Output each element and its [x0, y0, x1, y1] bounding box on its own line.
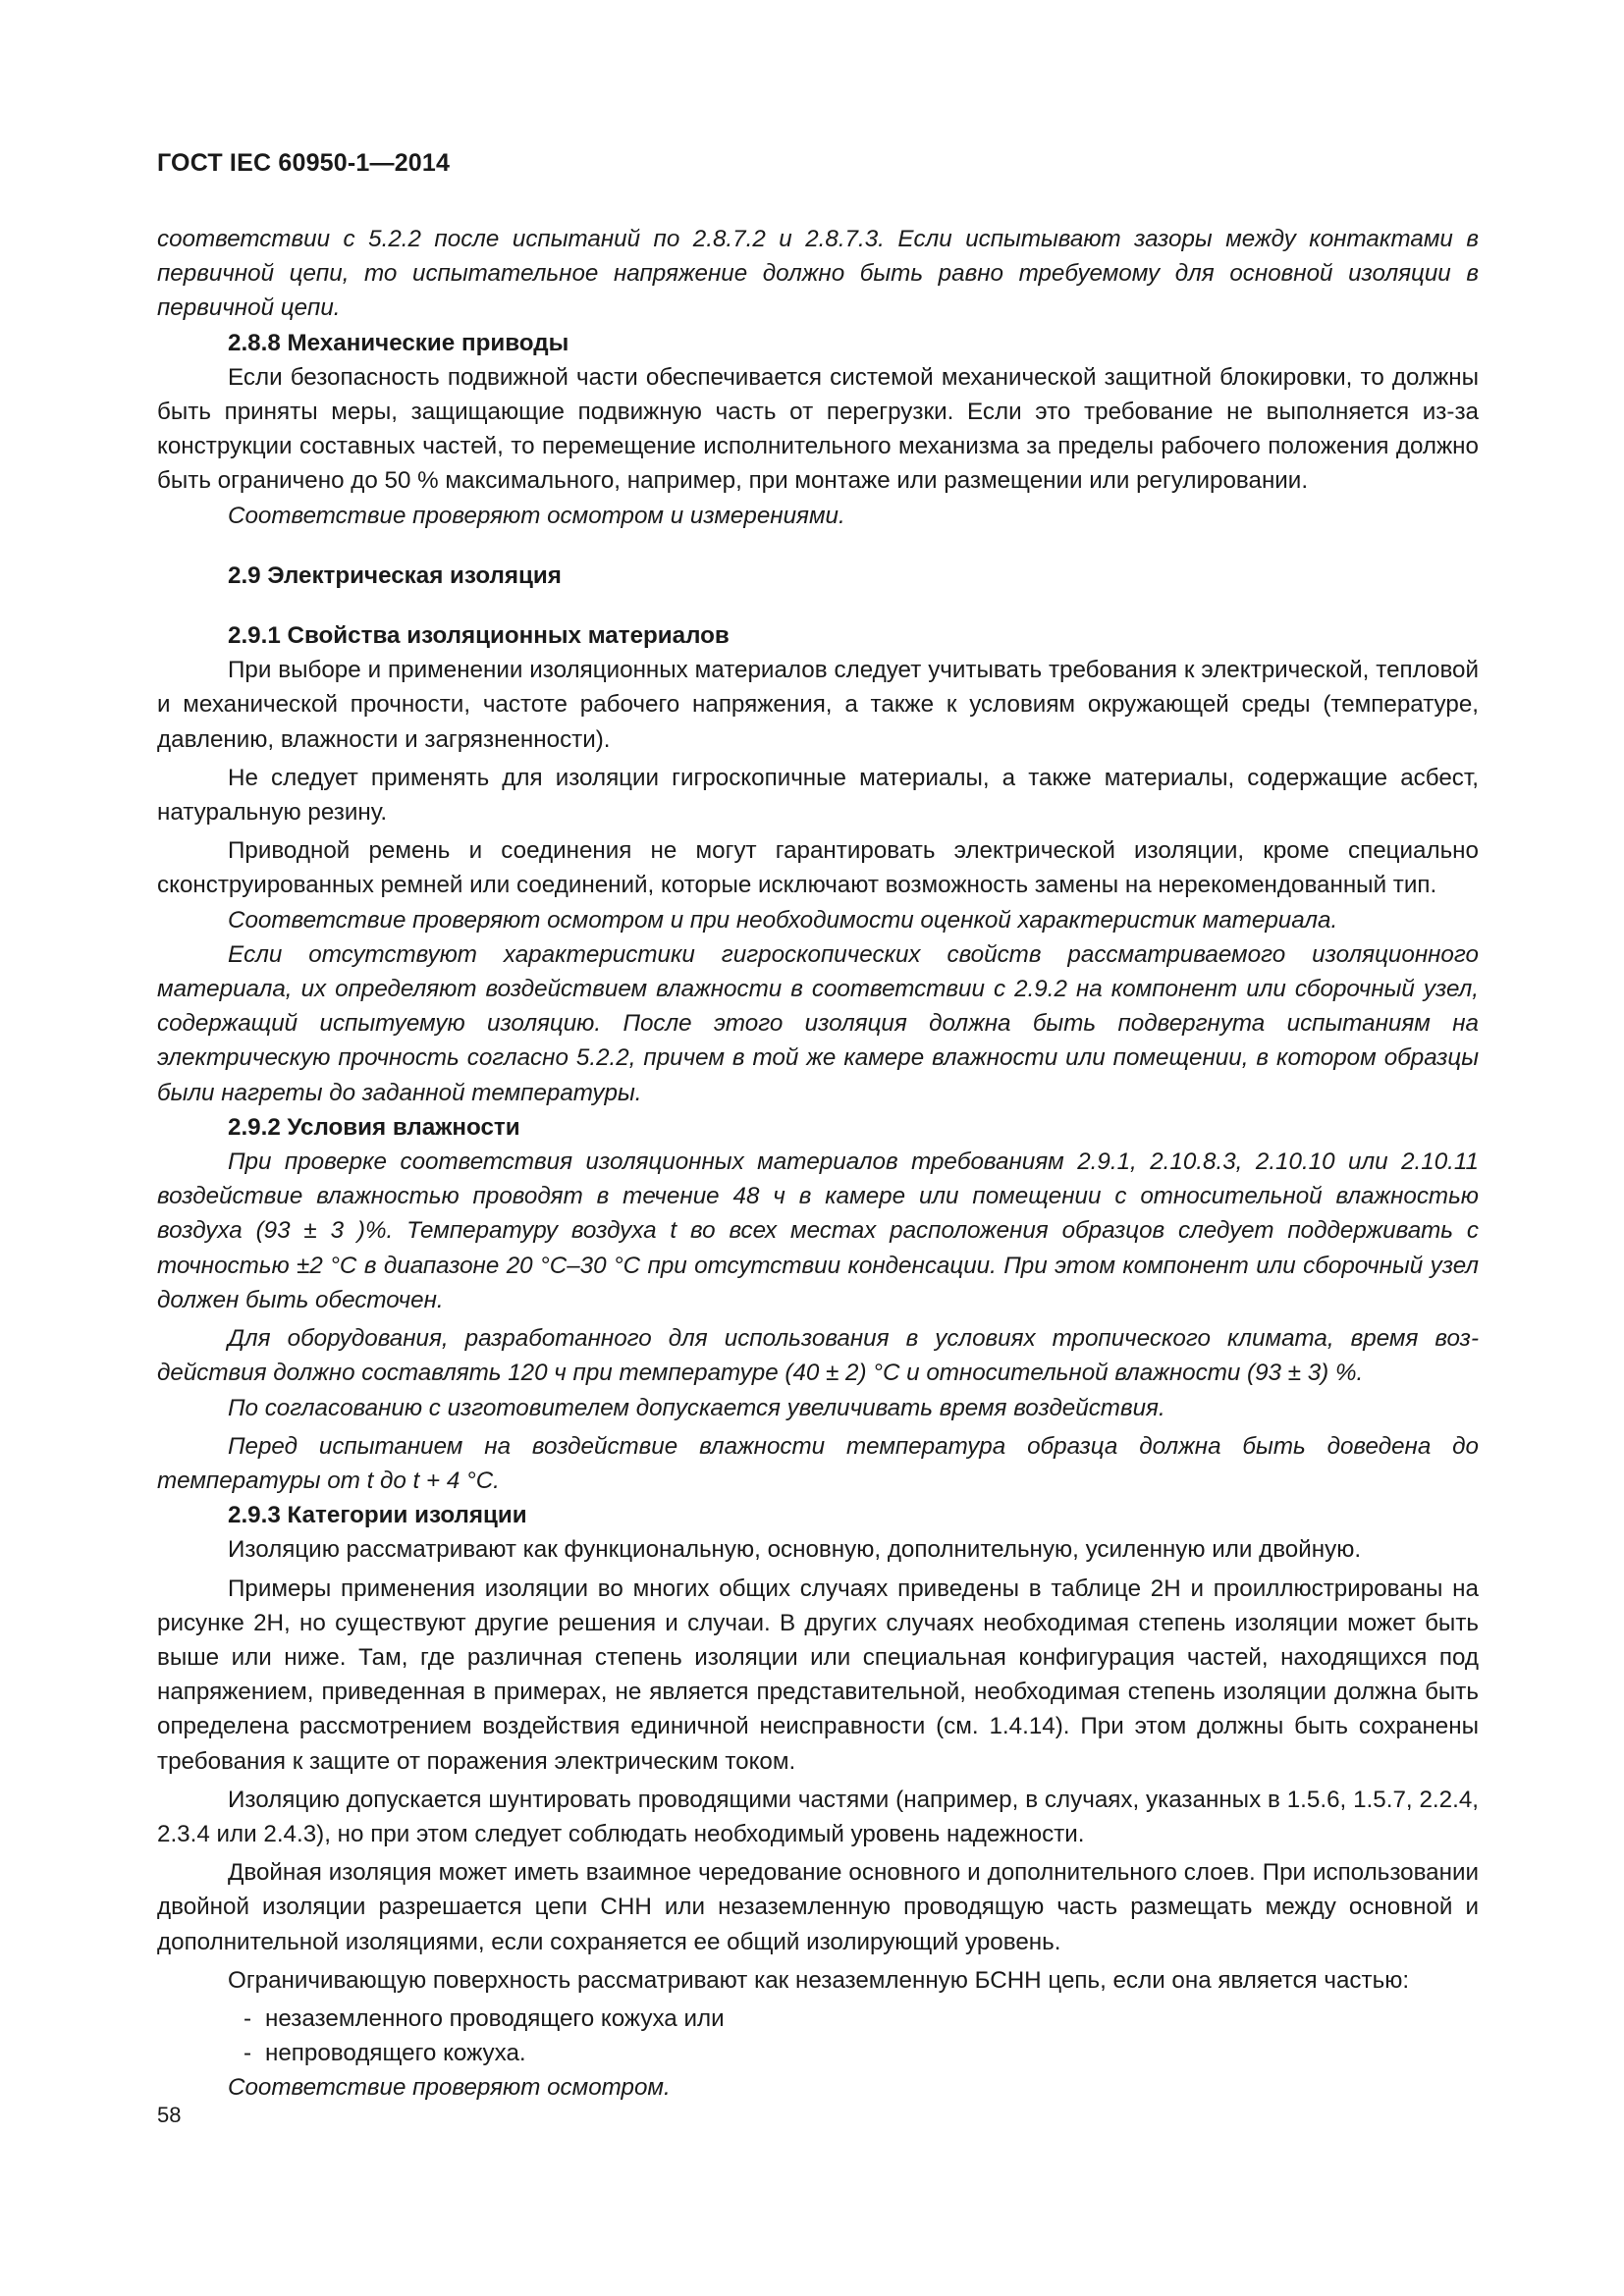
italic-paragraph: По согласованию с изготовителем допускается увеличивать время воздействия.: [228, 1394, 1165, 1421]
paragraph: Изоляцию рассматривают как функциональную, основную, дополнительную, усиленную или двойную.: [228, 1536, 1362, 1564]
paragraph: Двойная изоляция может иметь взаимное чередование основного и дополнительного слоев. При использовании двойной изоляции разрешается цепи СНН или незаземленную проводящую часть размещать между основной и дополнительной изоляциями, если сохраняется ее общий изолирующий уровень.: [157, 1859, 1479, 1955]
section-heading-2-8-8: 2.8.8 Механические приводы: [228, 329, 569, 356]
paragraph: При выборе и применении изоляционных материалов следует учитывать требования к электрической, тепловой и механической прочности, частоте рабочего напряжения, а также к условиям окружающей среды (температуре, давлению, влажности и загрязненности).: [157, 657, 1479, 753]
section-heading-2-9-1: 2.9.1 Свойства изоляционных материалов: [228, 622, 730, 650]
paragraph: Примеры применения изоляции во многих общих случаях приведены в таблице 2Н и проиллюстрированы на рисунке 2Н, но существуют другие решения и случаи. В других случаях необходимая степень изоляции может быть выше или ниже. Там, где различная степень изоляции или специальная конфигурация частей, находящихся под напряжением, приведенная в примерах, не является представительной, необходимая степень изоляции должна быть определена рассмотрением воздействия единичной неисправности (см. 1.4.14). При этом должны быть сохранены требования к защите от поражения электрическим током.: [157, 1575, 1479, 1775]
italic-paragraph: Перед испытанием на воздействие влажности температура образца должна быть доведена до температуры от t до t + 4 °С.: [157, 1432, 1479, 1494]
compliance-paragraph: Соответствие проверяют осмотром и измерениями.: [228, 502, 845, 529]
paragraph: Изоляцию допускается шунтировать проводящими частями (например, в случаях, указанных в 1.5.6, 1.5.7, 2.2.4, 2.3.4 или 2.4.3), но при этом следует соблюдать необходимый уровень надежности.: [157, 1786, 1479, 1847]
section-heading-2-9-3: 2.9.3 Категории изоляции: [228, 1502, 527, 1529]
italic-paragraph: Если отсутствуют характеристики гигроскопических свойств рассматриваемого изоляционного материала, их определяют воздействием влажности в соответствии с 2.9.2 на компонент или сборочный узел, содержащий испытуемую изоляцию. После этого изоляция должна быть подвергнута испытаниям на электрическую прочность согласно 5.2.2, причем в той же камере влажности или помещении, в котором образцы были нагреты до заданной температуры.: [157, 940, 1479, 1106]
section-heading-2-9-2: 2.9.2 Условия влажности: [228, 1113, 520, 1141]
paragraph: Ограничивающую поверхность рассматривают как незаземленную БСНН цепь, если она является частью:: [228, 1966, 1410, 1994]
list-item-text: непроводящего кожуха.: [265, 2040, 526, 2067]
paragraph: Приводной ремень и соединения не могут гарантировать электрической изоляции, кроме специально сконструированных ремней или соединений, которые исключают возможность замены на нерекомендованный тип.: [157, 837, 1479, 899]
list-item-text: незаземленного проводящего кожуха или: [265, 2004, 725, 2032]
list-item: [157, 2036, 1479, 2070]
section-heading-2-9: 2.9 Электрическая изоляция: [228, 561, 562, 589]
italic-paragraph: При проверке соответствия изоляционных материалов требованиям 2.9.1, 2.10.8.3, 2.10.10 или 2.10.11 воздействие влажностью проводят в течение 48 ч в камере или помещении с относительной влажностью воздуха (93 ± 3 )%. Температуру воздуха t во всех местах расположения образцов следует поддерживать с точностью ±2 °С в диапазоне 20 °С–30 °С при отсутствии конденсации. При этом компонент или сборочный узел должен быть обесточен.: [157, 1148, 1479, 1313]
paragraph: Если безопасность подвижной части обеспечивается системой механической защитной блокировки, то должны быть приняты меры, защищающие подвижную часть от перегрузки. Если это требование не выполняется из-за конструкции составных частей, то перемещение исполнительного механизма за пределы рабочего положения должно быть ограничено до 50 % максимального, например, при монтаже или размещении или регулировании.: [157, 363, 1479, 495]
page-number: 58: [157, 2103, 182, 2127]
paragraph: Не следует применять для изоляции гигроскопичные материалы, а также материалы, содержащие асбест, натуральную резину.: [157, 764, 1479, 827]
page-header-title: ГОСТ IEC 60950-1—2014: [157, 149, 451, 177]
compliance-paragraph: Соответствие проверяют осмотром.: [228, 2074, 671, 2102]
list-dash: -: [244, 2040, 252, 2067]
list-dash: -: [244, 2004, 252, 2032]
compliance-paragraph: Соответствие проверяют осмотром и при необходимости оценкой характеристик материала.: [228, 906, 1338, 934]
document-body: [157, 222, 1479, 2106]
paragraph-continuation: соответствии с 5.2.2 после испытаний по 2.8.7.2 и 2.8.7.3. Если испытывают зазоры между контактами в первичной цепи, то испытательное напряжение должно быть равно требуемому для основной изоляции в первичной цепи.: [157, 226, 1479, 322]
italic-paragraph: Для оборудования, разработанного для использования в условиях тропического климата, время воздействия должно составлять 120 ч при температуре (40 ± 2) °С и относительной влажности (93 ± 3) %.: [157, 1325, 1479, 1387]
list-item: [157, 2002, 1479, 2036]
